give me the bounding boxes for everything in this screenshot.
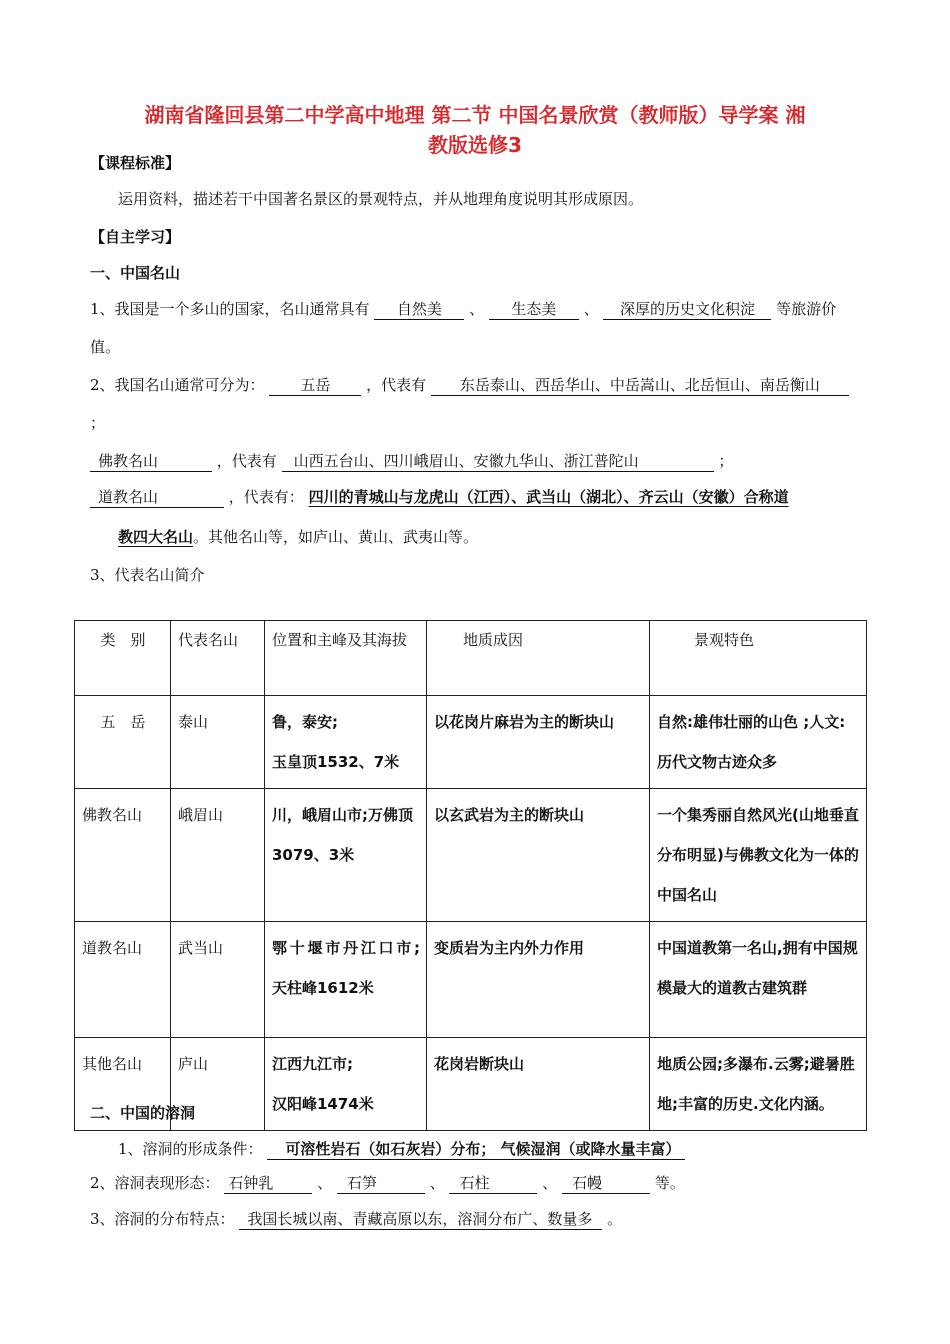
q2-prefix: 2、我国名山通常可分为：: [90, 376, 265, 394]
q1-continuation: 值。: [90, 338, 121, 356]
q2-line-1: [90, 374, 849, 396]
mountains-table: [74, 620, 867, 1131]
q2-mid-3: ，代表有：: [228, 488, 304, 506]
caves-q1: [118, 1138, 685, 1160]
cell-name: 泰山: [171, 696, 265, 789]
title-line-1: 湖南省隆回县第二中学高中地理 第二节 中国名景欣赏（教师版）导学案 湘: [144, 103, 806, 127]
q2-mid: ，代表有: [366, 376, 427, 394]
q1-suffix: 等旅游价: [776, 300, 837, 318]
cell-name: 峨眉山: [171, 789, 265, 922]
q2-answer-taoist-list: 四川的青城山与龙虎山（江西）、武当山（湖北）、齐云山（安徽）合称道: [308, 488, 789, 506]
table-row: [75, 696, 867, 789]
cell-name: 庐山: [171, 1038, 265, 1131]
cell-category: 道教名山: [75, 922, 171, 1038]
cell-location-line: 鄂十堰市丹江口市;: [272, 939, 420, 957]
cell-geology: 以花岗片麻岩为主的断块山: [427, 696, 650, 789]
cell-features: 地质公园;多瀑布.云雾;避暑胜地;丰富的历史.文化内涵。: [650, 1038, 867, 1131]
cell-location-line: 鲁，泰安;: [272, 713, 338, 731]
q2-mid-2: ，代表有: [216, 452, 277, 470]
self-study-heading: 【自主学习】: [90, 228, 181, 246]
caves-q2-answer-3: 石柱: [449, 1173, 537, 1194]
cell-geology: 以玄武岩为主的断块山: [427, 789, 650, 922]
q1-answer-3: 深厚的历史文化积淀: [603, 299, 771, 320]
caves-q2-suffix: 等。: [654, 1174, 685, 1192]
table-header-row: [75, 621, 867, 696]
q1-sep-2: 、: [583, 300, 599, 318]
caves-q2-answer-4: 石幔: [562, 1173, 650, 1194]
caves-q3-answer: 我国长城以南、青藏高原以东，溶洞分布广、数量多: [239, 1209, 602, 1230]
cell-name: 武当山: [171, 922, 265, 1038]
header-features: 景观特色: [650, 621, 867, 696]
q1-answer-1: 自然美: [374, 299, 464, 320]
caves-q2-answer-2: 石笋: [337, 1173, 425, 1194]
header-location: 位置和主峰及其海拔: [265, 621, 427, 696]
caves-q3-prefix: 3、溶洞的分布特点：: [90, 1210, 235, 1228]
caves-q2: [90, 1172, 685, 1194]
cell-location-line: 汉阳峰1474米: [272, 1095, 374, 1113]
q2-line-taoist-cont: [118, 526, 478, 548]
q2-tail: 。其他名山等，如庐山、黄山、武夷山等。: [193, 528, 479, 546]
q1-prefix: 1、我国是一个多山的国家，名山通常具有: [90, 300, 370, 318]
caves-q1-prefix: 1、溶洞的形成条件：: [118, 1140, 263, 1158]
header-category: 类 别: [75, 621, 171, 696]
caves-q2-answer-1: 石钟乳: [224, 1173, 312, 1194]
q2-answer-buddhist: 佛教名山: [90, 451, 212, 472]
document-title: [90, 100, 860, 160]
q2-line-buddhist: [90, 450, 733, 472]
q1-answer-2: 生态美: [489, 299, 579, 320]
course-standard-text: 运用资料，描述若干中国著名景区的景观特点，并从地理角度说明其形成原因。: [118, 190, 644, 208]
q2-semicolon-2: ；: [718, 452, 734, 470]
cell-category: 五 岳: [75, 696, 171, 789]
q2-answer-taoist: 道教名山: [90, 487, 224, 508]
cell-geology: 花岗岩断块山: [427, 1038, 650, 1131]
title-line-2: 教版选修3: [428, 133, 522, 157]
header-geology: 地质成因: [427, 621, 650, 696]
caves-heading: 二、中国的溶洞: [90, 1104, 196, 1122]
header-name: 代表名山: [171, 621, 265, 696]
cell-geology: 变质岩为主内外力作用: [427, 922, 650, 1038]
caves-q2-prefix: 2、溶洞表现形态：: [90, 1174, 220, 1192]
q1-line: [90, 298, 836, 320]
caves-q3-suffix: 。: [607, 1210, 623, 1228]
cell-category: 其他名山: [75, 1038, 171, 1131]
cell-location-line: 江西九江市;: [272, 1055, 353, 1073]
q2-line-taoist: [90, 486, 789, 508]
q2-answer-wuyue-list: 东岳泰山、西岳华山、中岳嵩山、北岳恒山、南岳衡山: [431, 375, 849, 396]
table-row: [75, 789, 867, 922]
q1-sep-1: 、: [469, 300, 485, 318]
q2-answer-taoist-list-2: 教四大名山: [118, 528, 194, 546]
caves-q3: [90, 1208, 622, 1230]
caves-q2-sep: 、: [317, 1174, 333, 1192]
table-row: [75, 922, 867, 1038]
mountains-heading: 一、中国名山: [90, 264, 181, 282]
course-standard-heading: 【课程标准】: [90, 154, 181, 172]
cell-location: [265, 1038, 427, 1131]
q2-answer-buddhist-list: 山西五台山、四川峨眉山、安徽九华山、浙江普陀山: [282, 451, 714, 472]
cell-features: 一个集秀丽自然风光(山地垂直分布明显)与佛教文化为一体的中国名山: [650, 789, 867, 922]
cell-location: [265, 922, 427, 1038]
caves-q2-sep: 、: [542, 1174, 558, 1192]
cell-location: 川，峨眉山市;万佛顶3079、3米: [265, 789, 427, 922]
q2-semicolon-1: ；: [90, 414, 106, 432]
cell-features: 中国道教第一名山,拥有中国规模最大的道教古建筑群: [650, 922, 867, 1038]
q2-answer-wuyue: 五岳: [269, 375, 361, 396]
cell-category: 佛教名山: [75, 789, 171, 922]
cell-location-line: 天柱峰1612米: [272, 979, 374, 997]
cell-features: 自然:雄伟壮丽的山色 ;人文:历代文物古迹众多: [650, 696, 867, 789]
caves-q2-sep: 、: [429, 1174, 445, 1192]
cell-location: [265, 696, 427, 789]
caves-q1-answer: 可溶性岩石（如石灰岩）分布； 气候湿润（或降水量丰富）: [267, 1139, 684, 1160]
q3-heading: 3、代表名山简介: [90, 566, 205, 584]
cell-location-line: 玉皇顶1532、7米: [272, 753, 400, 771]
